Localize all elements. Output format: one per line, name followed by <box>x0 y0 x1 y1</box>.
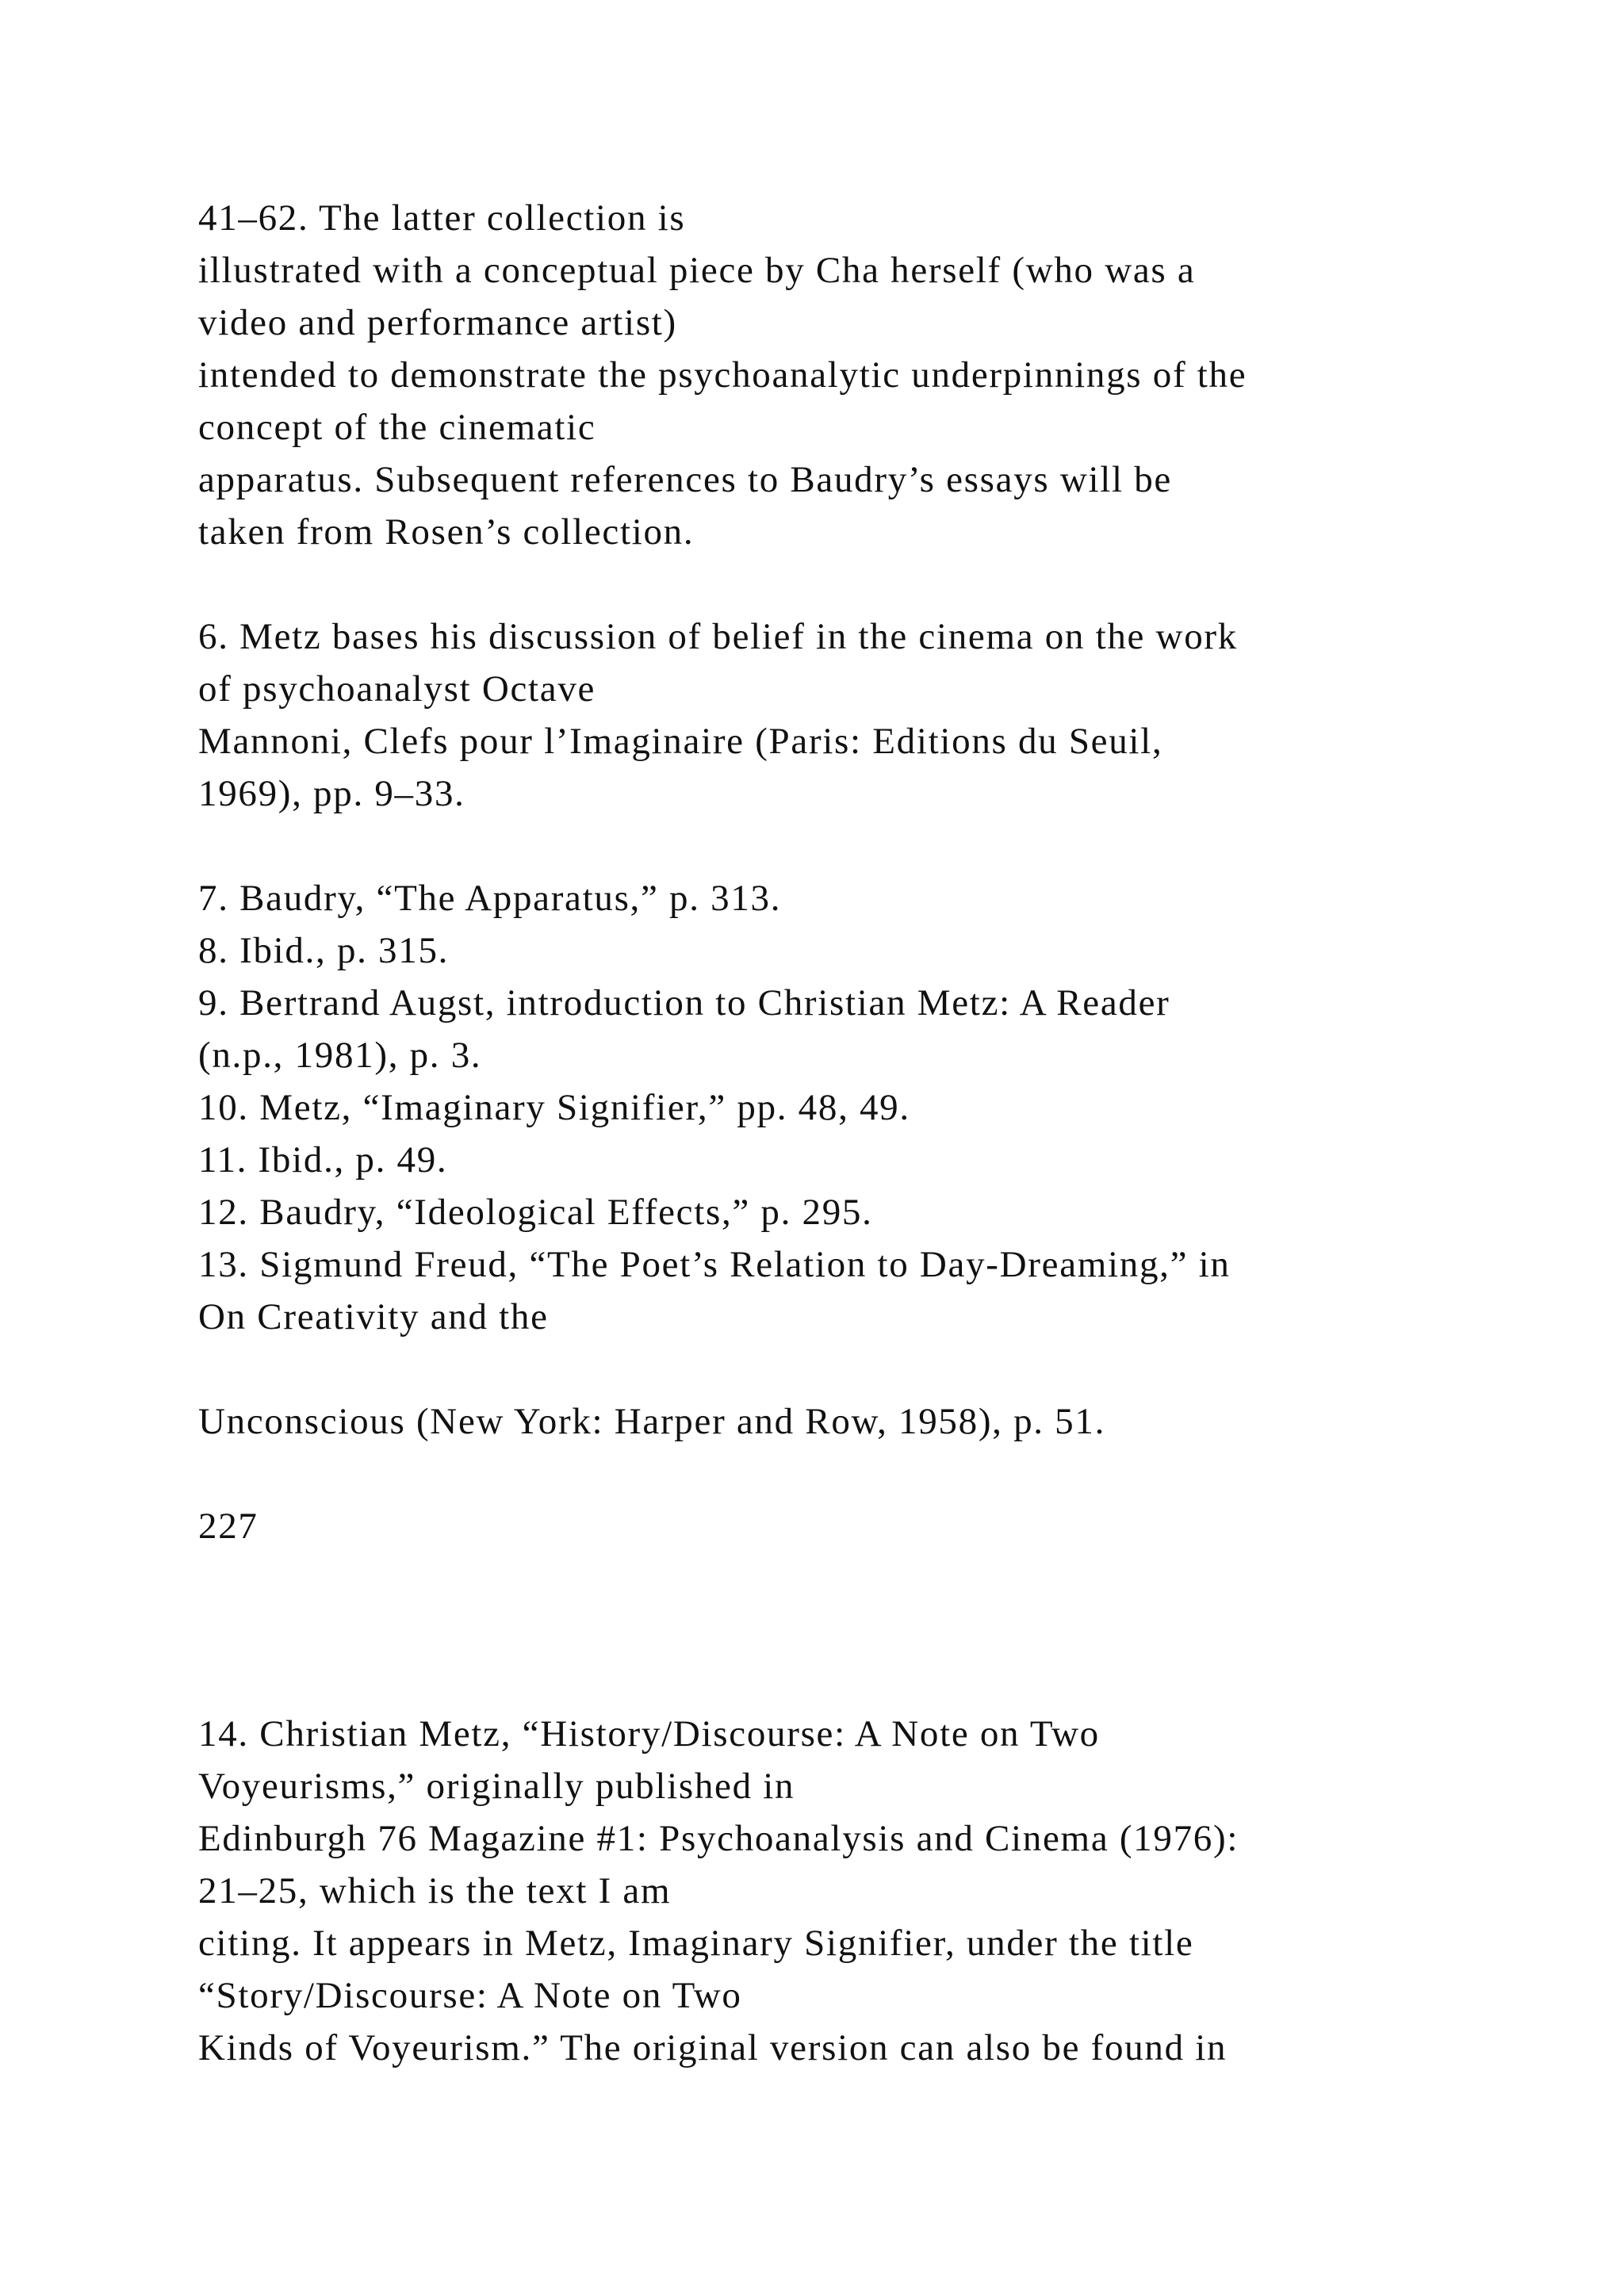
text-line: 1969), pp. 9–33. <box>198 773 465 814</box>
text-line: 14. Christian Metz, “History/Discourse: A Note on Two <box>198 1713 1100 1755</box>
text-line: citing. It appears in Metz, Imaginary Signifier, under the title <box>198 1923 1194 1964</box>
text-line: Kinds of Voyeurism.” The original version can also be found in <box>198 2027 1228 2068</box>
page-number: 227 <box>198 1506 259 1547</box>
text-line: 13. Sigmund Freud, “The Poet’s Relation to Day-Dreaming,” in <box>198 1244 1231 1285</box>
text-line: taken from Rosen’s collection. <box>198 511 695 553</box>
text-line: concept of the cinematic <box>198 407 596 448</box>
text-line: On Creativity and the <box>198 1296 549 1337</box>
text-line: 9. Bertrand Augst, introduction to Christian Metz: A Reader <box>198 982 1170 1024</box>
text-line: intended to demonstrate the psychoanalytic underpinnings of the <box>198 354 1247 396</box>
text-line: Mannoni, Clefs pour l’Imaginaire (Paris: Editions du Seuil, <box>198 721 1163 762</box>
text-line: 8. Ibid., p. 315. <box>198 930 450 971</box>
text-line: 6. Metz bases his discussion of belief in the cinema on the work <box>198 616 1238 657</box>
text-line: 11. Ibid., p. 49. <box>198 1139 448 1181</box>
text-line: 21–25, which is the text I am <box>198 1870 672 1911</box>
text-line: Voyeurisms,” originally published in <box>198 1766 795 1807</box>
text-line: 41–62. The latter collection is <box>198 197 686 239</box>
text-line: “Story/Discourse: A Note on Two <box>198 1975 742 2016</box>
text-line: Edinburgh 76 Magazine #1: Psychoanalysis and Cinema (1976): <box>198 1818 1239 1859</box>
text-line: (n.p., 1981), p. 3. <box>198 1035 482 1076</box>
text-line: apparatus. Subsequent references to Baudry’s essays will be <box>198 459 1172 500</box>
text-line: 12. Baudry, “Ideological Effects,” p. 295. <box>198 1192 873 1233</box>
text-line: Unconscious (New York: Harper and Row, 1958), p. 51. <box>198 1401 1106 1442</box>
text-line: 10. Metz, “Imaginary Signifier,” pp. 48, 49. <box>198 1087 910 1128</box>
text-line: 7. Baudry, “The Apparatus,” p. 313. <box>198 878 782 919</box>
text-line: illustrated with a conceptual piece by Cha herself (who was a <box>198 250 1196 291</box>
text-line: of psychoanalyst Octave <box>198 668 596 710</box>
text-line: video and performance artist) <box>198 302 677 343</box>
